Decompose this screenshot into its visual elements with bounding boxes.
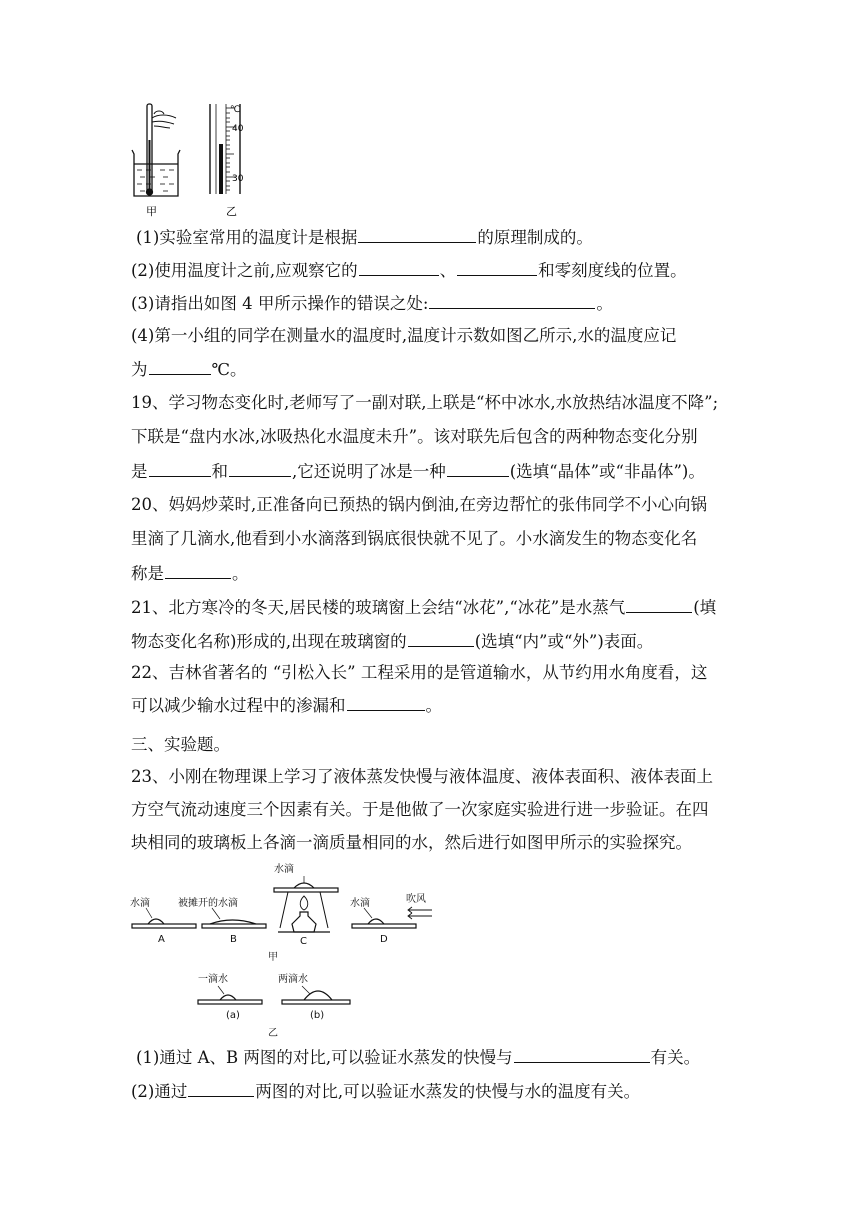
q23-line2: 方空气流动速度三个因素有关。于是他做了一次家庭实验进行进一步验证。在四 <box>131 800 709 819</box>
answer-blank[interactable] <box>188 1080 254 1097</box>
q18-part2: (2)使用温度计之前,应观察它的 、 和零刻度线的位置。 <box>131 261 687 280</box>
label-C: C <box>300 936 307 947</box>
q18-part3: (3)请指出如图 4 甲所示操作的错误之处: 。 <box>131 294 613 313</box>
label-jia: 甲 <box>268 952 278 963</box>
label-blow: 吹风 <box>406 894 426 905</box>
q23-part2: (2)通过 两图的对比,可以验证水蒸发的快慢与水的温度有关。 <box>131 1082 641 1101</box>
label-water-drop-c: 水滴 <box>274 864 294 875</box>
label-water-drop-d: 水滴 <box>350 898 370 909</box>
evaporation-figure <box>128 858 448 1040</box>
answer-blank[interactable] <box>149 460 211 477</box>
answer-blank[interactable] <box>229 460 291 477</box>
answer-blank[interactable] <box>358 226 476 243</box>
q18-part4-cont: 为 ℃。 <box>131 360 247 379</box>
label-A: A <box>158 934 165 945</box>
label-a: (a) <box>226 1010 240 1021</box>
answer-blank[interactable] <box>626 596 692 613</box>
plate-two-drops <box>282 986 350 1004</box>
label-one-drop: 一滴水 <box>198 974 228 985</box>
q21-line2: 物态变化名称)形成的,出现在玻璃窗的 (选填“内”或“外”)表面。 <box>131 632 654 651</box>
answer-blank[interactable] <box>447 460 509 477</box>
tick-label-40: 40 <box>232 124 244 134</box>
figure-label-jia: 甲 <box>146 205 157 218</box>
q18-part1: (1)实验室常用的温度计是根据 的原理制成的。 <box>136 228 593 247</box>
plate-b <box>202 908 266 928</box>
answer-blank[interactable] <box>429 292 595 309</box>
label-spread-drop: 被摊开的水滴 <box>178 898 238 909</box>
label-water-drop-a: 水滴 <box>130 898 150 909</box>
label-yi: 乙 <box>268 1028 278 1039</box>
q23-line1: 23、小刚在物理课上学习了液体蒸发快慢与液体温度、液体表面积、液体表面上 <box>131 767 713 786</box>
q23-line3: 块相同的玻璃板上各滴一滴质量相同的水，然后进行如图甲所示的实验探究。 <box>131 833 692 852</box>
q19-line1: 19、学习物态变化时,老师写了一副对联,上联是“杯中冰水,水放热结冰温度不降”; <box>131 393 719 412</box>
answer-blank[interactable] <box>359 259 439 276</box>
q20-line2: 里滴了几滴水,他看到小水滴落到锅底很快就不见了。小水滴发生的物态变化名 <box>131 529 698 548</box>
q19-line3: 是 和 ,它还说明了冰是一种 (选填“晶体”或“非晶体”)。 <box>131 462 705 481</box>
plate-a <box>132 908 196 928</box>
answer-blank[interactable] <box>514 1046 650 1063</box>
beaker-diagram <box>132 104 180 196</box>
answer-blank[interactable] <box>347 694 425 711</box>
q18-part4: (4)第一小组的同学在测量水的温度时,温度计示数如图乙所示,水的温度应记 <box>131 326 677 345</box>
unit-label: ℃ <box>230 105 241 115</box>
thermometer-figure <box>128 100 248 220</box>
label-B: B <box>230 934 237 945</box>
plate-one-drop <box>198 986 262 1004</box>
plate-c-with-burner <box>274 876 338 932</box>
label-b: (b) <box>310 1010 325 1021</box>
answer-blank[interactable] <box>457 259 537 276</box>
q22-line2: 可以减少输水过程中的渗漏和 。 <box>131 696 442 715</box>
q20-line3: 称是 。 <box>131 564 249 583</box>
answer-blank[interactable] <box>408 630 474 647</box>
plate-d-with-wind <box>352 907 432 928</box>
figure-label-yi: 乙 <box>226 205 237 218</box>
q22-line1: 22、吉林省著名的 “引松入长” 工程采用的是管道输水，从节约用水角度看，这 <box>131 663 708 682</box>
label-D: D <box>380 934 388 945</box>
q21-line1: 21、北方寒冷的冬天,居民楼的玻璃窗上会结“冰花”,“冰花”是水蒸气 (填 <box>131 598 717 617</box>
section-title: 三、实验题。 <box>131 735 230 754</box>
tick-label-30: 30 <box>232 174 244 184</box>
label-two-drops: 两滴水 <box>278 974 308 985</box>
q20-line1: 20、妈妈炒菜时,正准备向已预热的锅内倒油,在旁边帮忙的张伟同学不小心向锅 <box>131 495 707 514</box>
answer-blank[interactable] <box>165 562 231 579</box>
q19-line2: 下联是“盘内水冰,冰吸热化水温度未升”。该对联先后包含的两种物态变化分别 <box>131 427 698 446</box>
q23-part1: (1)通过 A、B 两图的对比,可以验证水蒸发的快慢与 有关。 <box>136 1048 701 1067</box>
answer-blank[interactable] <box>149 358 211 375</box>
